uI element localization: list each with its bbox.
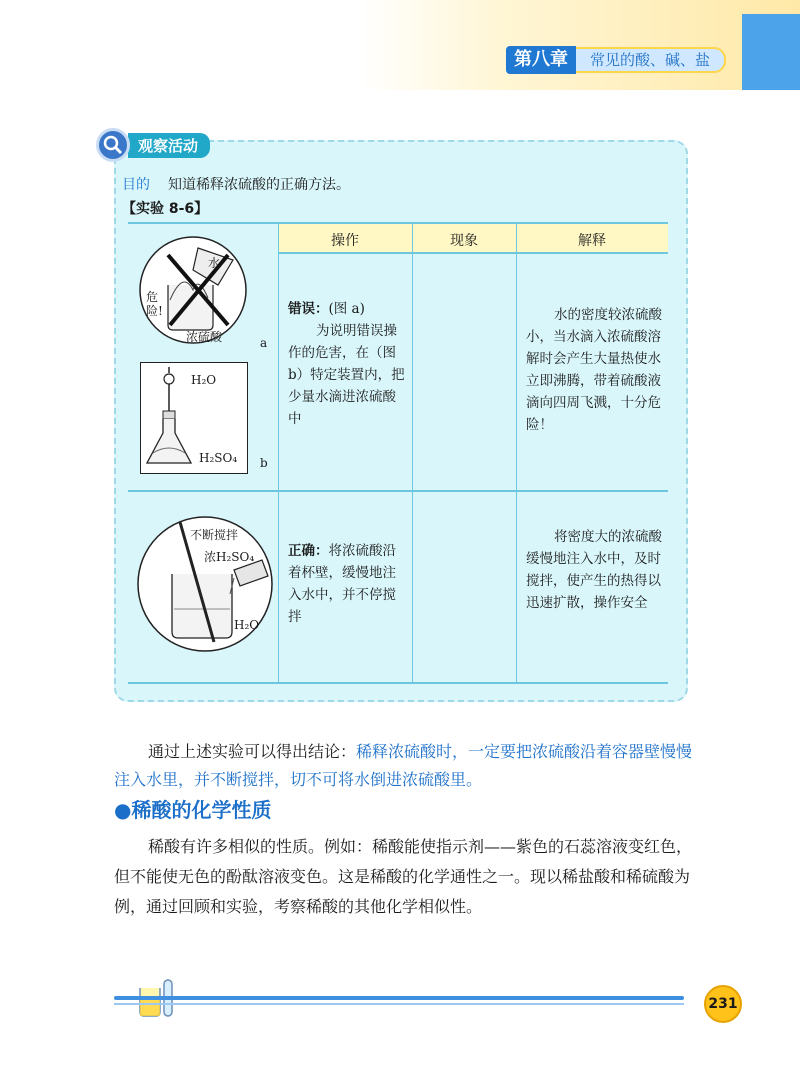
wrong-explanation-cell: 水的密度较浓硫酸小，当水滴入浓硫酸溶解时会产生大量热使水立即沸腾，带着硫酸液滴向四周飞溅，十分危险！ bbox=[526, 307, 662, 433]
chapter-title: 常见的酸、碱、盐 bbox=[576, 47, 726, 73]
table-rule bbox=[278, 222, 279, 684]
page-number-badge: 231 bbox=[704, 985, 742, 1023]
observation-header bbox=[96, 128, 210, 162]
conclusion-lead: 通过上述实验可以得出结论： bbox=[148, 742, 357, 761]
label-water-formula: H₂O bbox=[191, 373, 217, 387]
figure-b bbox=[140, 362, 248, 474]
label-conc-acid: 浓硫酸 bbox=[186, 330, 223, 344]
wrong-operation-text: 为说明错误操作的危害，在（图b）特定装置内，把少量水滴进浓硫酸中 bbox=[288, 323, 405, 427]
table-rule bbox=[128, 682, 668, 684]
wrong-label: 错误： bbox=[288, 301, 329, 317]
chapter-number: 第八章 bbox=[506, 46, 576, 74]
figure-b-tag: b bbox=[260, 456, 268, 470]
table-rule bbox=[128, 490, 668, 492]
chapter-side-tab bbox=[742, 14, 800, 90]
purpose-line bbox=[122, 174, 350, 194]
column-header-phenomenon: 现象 bbox=[450, 233, 478, 249]
conclusion-emphasis: 稀释浓硫酸时，一定要把浓硫酸沿着容器壁慢慢注入水里，并不断搅拌，切不可将水倒进浓硫酸里。 bbox=[114, 742, 693, 789]
label-stir: 不断搅拌 bbox=[190, 528, 239, 542]
section-title: ●稀酸的化学性质 bbox=[114, 798, 272, 822]
purpose-text: 知道稀释浓硫酸的正确方法。 bbox=[168, 177, 350, 193]
column-header-operation: 操作 bbox=[331, 233, 359, 249]
body-paragraph: 稀酸有许多相似的性质。例如：稀酸能使指示剂——紫色的石蕊溶液变红色，但不能使无色的酚酞溶液变色。这是稀酸的化学通性之一。现以稀盐酸和稀硫酸为例，通过回顾和实验，考察稀酸的其他化学相似性。 bbox=[114, 837, 693, 916]
figure-c bbox=[134, 514, 276, 654]
wrong-ref: (图 a) bbox=[328, 301, 365, 317]
label-danger: 危险! bbox=[146, 290, 163, 318]
chapter-tag bbox=[506, 46, 726, 74]
footer-rule bbox=[114, 996, 684, 1000]
label-water: 水 bbox=[208, 256, 221, 270]
wrong-operation-cell bbox=[288, 298, 406, 430]
correct-operation-text: 将浓硫酸沿着杯壁，缓慢地注入水中，并不停搅拌 bbox=[288, 543, 396, 625]
table-rule bbox=[128, 222, 668, 224]
table-rule bbox=[516, 222, 517, 684]
label-acid-formula: H₂SO₄ bbox=[199, 451, 238, 465]
correct-operation-cell bbox=[288, 540, 406, 628]
header-band bbox=[0, 0, 800, 90]
magnifier-icon bbox=[96, 128, 130, 162]
label-conc-acid-formula: 浓H₂SO₄ bbox=[204, 550, 255, 564]
footer-rule-thin bbox=[114, 1003, 684, 1005]
purpose-key: 目的 bbox=[122, 177, 150, 193]
table-rule bbox=[412, 222, 413, 684]
conclusion-paragraph bbox=[114, 738, 694, 794]
column-header-explanation: 解释 bbox=[578, 233, 606, 249]
correct-label: 正确： bbox=[288, 543, 329, 559]
label-water-formula-c: H₂O bbox=[234, 618, 260, 632]
figure-a bbox=[138, 230, 248, 350]
experiment-title: 【实验 8-6】 bbox=[122, 201, 209, 217]
experiment-table bbox=[128, 222, 668, 684]
correct-explanation-cell: 将密度大的浓硫酸缓慢地注入水中，及时搅拌，使产生的热得以迅速扩散，操作安全 bbox=[526, 529, 662, 611]
figure-a-tag: a bbox=[260, 336, 268, 350]
table-rule bbox=[278, 252, 668, 254]
activity-label: 观察活动 bbox=[128, 133, 210, 158]
